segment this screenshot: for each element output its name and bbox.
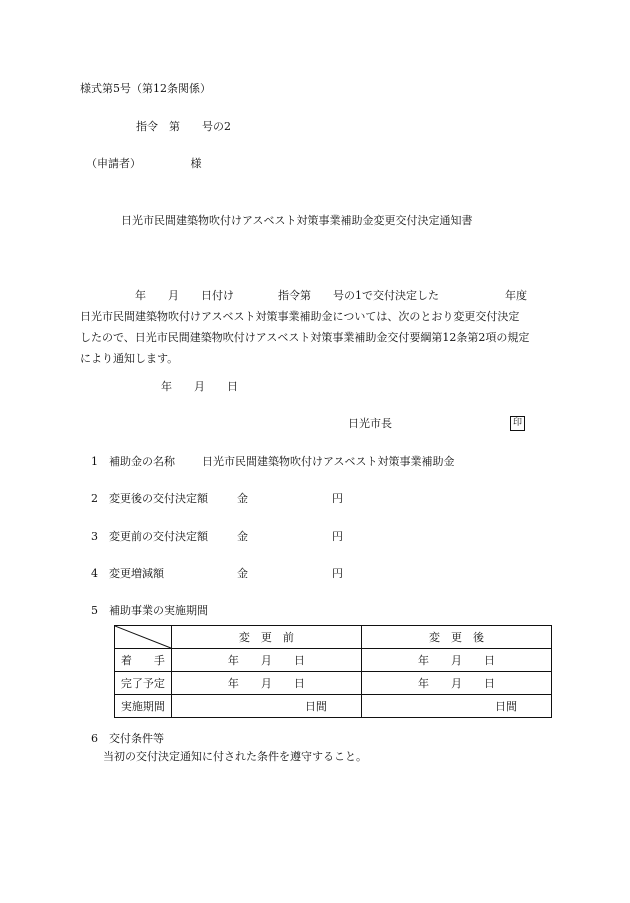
cell-start-after: 年 月 日 (361, 649, 551, 672)
applicant-line: （申請者） 様 (86, 157, 202, 170)
condition-text: 当初の交付決定通知に付された条件を遵守すること。 (103, 750, 367, 763)
body-line: により通知します。 (80, 352, 179, 365)
body-line: 日光市民間建築物吹付けアスベスト対策事業補助金については、次のとおり変更交付決定 (80, 310, 520, 323)
signer: 日光市長 (348, 417, 392, 430)
amount-unit: 円 (332, 492, 343, 505)
cell-completion-after: 年 月 日 (361, 672, 551, 695)
table-row (115, 695, 552, 718)
column-header-before: 変 更 前 (171, 626, 361, 649)
body-line: 年 月 日付け 指令第 号の1で交付決定した 年度 (80, 289, 527, 302)
notice-date: 年 月 日 (161, 380, 238, 393)
cell-start-before: 年 月 日 (171, 649, 361, 672)
amount-prefix: 金 (237, 492, 248, 505)
form-label: 様式第5号（第12条関係） (80, 82, 211, 95)
document-title: 日光市民間建築物吹付けアスベスト対策事業補助金変更交付決定通知書 (121, 214, 473, 227)
body-paragraph (80, 285, 550, 369)
item-number: 6 (91, 732, 98, 745)
period-table (114, 625, 552, 718)
table-header-row (115, 626, 552, 649)
item-number: 5 (91, 604, 98, 617)
item-label-conditions: 交付条件等 (109, 732, 164, 745)
amount-unit: 円 (332, 567, 343, 580)
cell-duration-before: 日間 (171, 695, 361, 718)
item-number: 2 (91, 492, 98, 505)
item-label-period: 補助事業の実施期間 (109, 604, 208, 617)
item-value-subsidy-name: 日光市民間建築物吹付けアスベスト対策事業補助金 (202, 455, 455, 468)
table-corner-cell (115, 626, 172, 649)
reference-number: 指令 第 号の2 (136, 120, 231, 133)
table-row (115, 672, 552, 695)
item-number: 1 (91, 455, 98, 468)
item-number: 4 (91, 567, 98, 580)
row-label-completion: 完了予定 (115, 672, 172, 695)
column-header-after: 変 更 後 (361, 626, 551, 649)
amount-unit: 円 (332, 530, 343, 543)
row-label-start: 着 手 (115, 649, 172, 672)
row-label-duration: 実施期間 (115, 695, 172, 718)
item-number: 3 (91, 530, 98, 543)
cell-duration-after: 日間 (361, 695, 551, 718)
table-row (115, 649, 552, 672)
amount-prefix: 金 (237, 530, 248, 543)
body-line: したので、日光市民間建築物吹付けアスベスト対策事業補助金交付要綱第12条第2項の規定 (80, 331, 530, 344)
item-label-amount-before: 変更前の交付決定額 (109, 530, 208, 543)
item-label-amount-change: 変更増減額 (109, 567, 164, 580)
item-label-amount-after: 変更後の交付決定額 (109, 492, 208, 505)
amount-prefix: 金 (237, 567, 248, 580)
official-seal: 印 (510, 416, 525, 431)
item-label-subsidy-name: 補助金の名称 (109, 455, 175, 468)
cell-completion-before: 年 月 日 (171, 672, 361, 695)
